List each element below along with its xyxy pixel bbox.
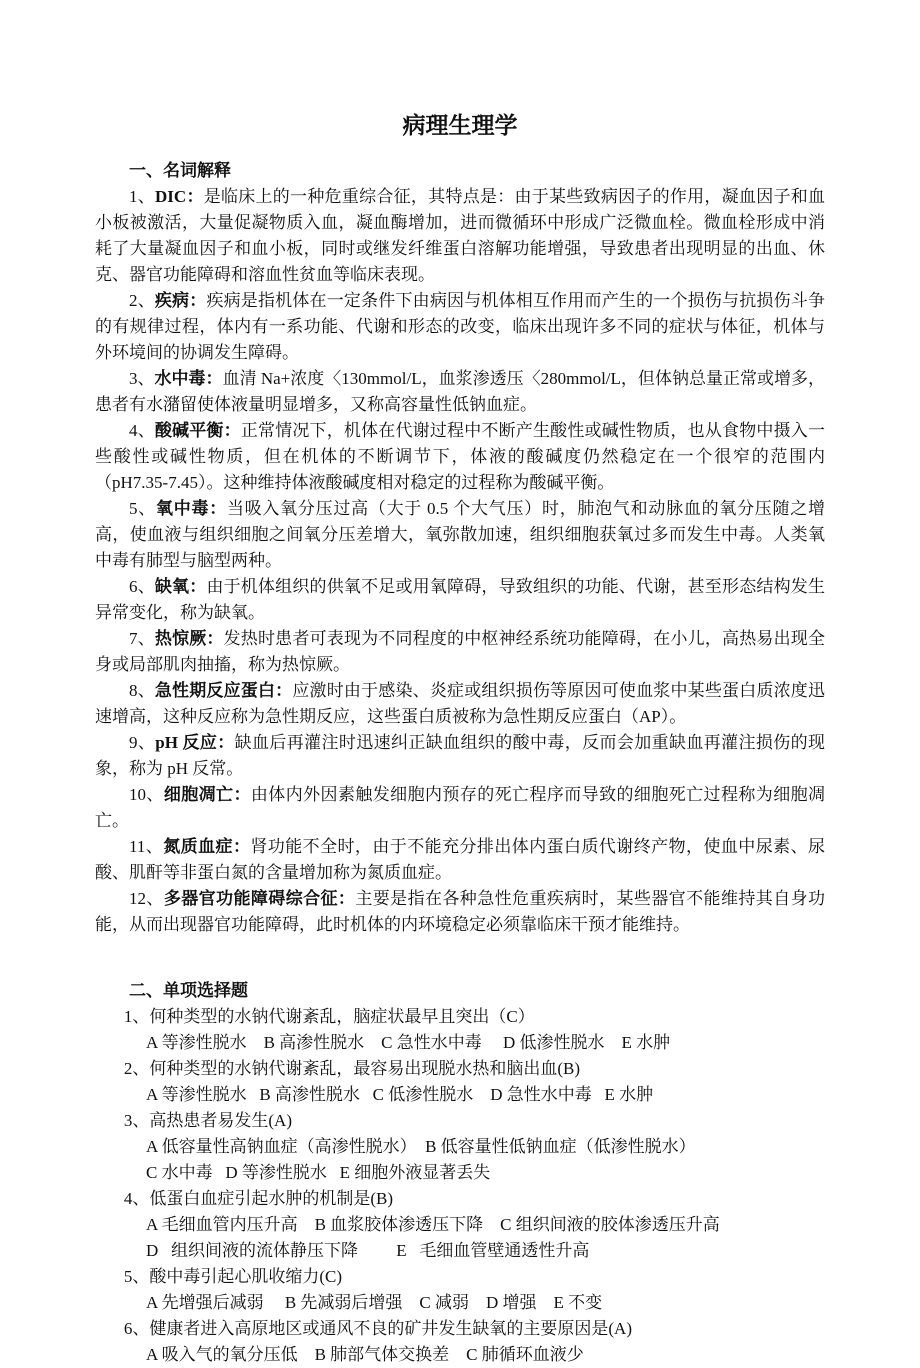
- definition-item-10: [95, 782, 825, 834]
- definition-body: 疾病是指机体在一定条件下由病因与机体相互作用而产生的一个损伤与抗损伤斗争的有规律过程，体内有一系功能、代谢和形态的改变，临床出现许多不同的症状与体征，机体与外环境间的协调发生障碍。: [95, 291, 825, 362]
- definition-term: 水中毒：: [154, 369, 223, 388]
- question-item-1: [95, 1004, 825, 1056]
- definition-item-6: [95, 574, 825, 626]
- definition-term: 热惊厥：: [154, 629, 224, 648]
- definition-term: 多器官功能障碍综合征：: [163, 889, 356, 908]
- question-options: A 低容量性高钠血症（高渗性脱水） B 低容量性低钠血症（低渗性脱水）: [146, 1137, 696, 1156]
- question-text: 3、高热患者易发生(A): [123, 1111, 292, 1130]
- definition-item-1: [95, 184, 825, 288]
- question-text: 5、酸中毒引起心肌收缩力(C): [123, 1267, 343, 1286]
- definition-item-9: [95, 730, 825, 782]
- definition-number: 8、: [129, 681, 155, 700]
- definition-body: 是临床上的一种危重综合征，其特点是：由于某些致病因子的作用，凝血因子和血小板被激活，大量促凝物质入血，凝血酶增加，进而微循环中形成广泛微血栓。微血栓形成中消耗了大量凝血因子和血小板，同时或继发纤维蛋白溶解功能增强，导致患者出现明显的出血、休克、器官功能障碍和溶血性贫血等临床表现。: [95, 187, 826, 284]
- definition-term: DIC：: [155, 187, 204, 206]
- definition-term: 疾病：: [154, 291, 207, 310]
- definition-body: 当吸入氧分压过高（大于 0.5 个大气压）时，肺泡气和动脉血的氧分压随之增高，使血液与组织细胞之间氧分压差增大，氧弥散加速，组织细胞获氧过多而发生中毒。人类氧中毒有肺型与脑型两种。: [95, 499, 826, 570]
- question-text: 2、何种类型的水钠代谢紊乱，最容易出现脱水热和脑出血(B): [123, 1059, 581, 1078]
- definition-body: 肾功能不全时，由于不能充分排出体内蛋白质代谢终产物，使血中尿素、尿酸、肌酐等非蛋白氮的含量增加称为氮质血症。: [95, 837, 826, 882]
- question-item-6: [95, 1316, 825, 1368]
- definition-item-11: [95, 834, 825, 886]
- definition-number: 5、: [129, 499, 156, 518]
- definition-term: 氮质血症：: [163, 837, 251, 856]
- section-heading-definitions: 一、名词解释: [129, 161, 231, 180]
- question-item-2: [95, 1056, 825, 1108]
- definition-term: 急性期反应蛋白：: [154, 681, 293, 700]
- definition-term: 酸碱平衡：: [154, 421, 241, 440]
- definition-number: 7、: [129, 629, 155, 648]
- definition-term: 缺氧：: [154, 577, 207, 596]
- definition-item-4: [95, 418, 825, 496]
- section-heading-questions: 二、单项选择题: [129, 981, 248, 1000]
- question-text: 6、健康者进入高原地区或通风不良的矿井发生缺氧的主要原因是(A): [123, 1319, 632, 1338]
- question-item-4: [95, 1186, 825, 1264]
- definition-item-5: [95, 496, 825, 574]
- definition-term: 氧中毒：: [155, 499, 227, 518]
- definition-number: 11、: [129, 837, 164, 856]
- question-item-5: [95, 1264, 825, 1316]
- definition-number: 6、: [129, 577, 155, 596]
- definition-term: pH 反应：: [155, 733, 235, 752]
- question-options: A 毛细血管内压升高 B 血浆胶体渗透压下降 C 组织间液的胶体渗透压升高: [146, 1215, 720, 1234]
- definition-item-2: [95, 288, 825, 366]
- definition-body: 缺血后再灌注时迅速纠正缺血组织的酸中毒，反而会加重缺血再灌注损伤的现象，称为 pH 反常。: [95, 733, 825, 778]
- definition-number: 4、: [129, 421, 155, 440]
- definition-number: 12、: [129, 889, 164, 908]
- definition-body: 正常情况下，机体在代谢过程中不断产生酸性或碱性物质，也从食物中摄入一些酸性或碱性物质，但在机体的不断调节下，体液的酸碱度仍然稳定在一个很窄的范围内（pH7.35-7.45）。这种维持体液酸碱度相对稳定的过程称为酸碱平衡。: [95, 421, 825, 492]
- question-options: A 等渗性脱水 B 高渗性脱水 C 急性水中毒 D 低渗性脱水 E 水肿: [146, 1033, 671, 1052]
- definition-body: 发热时患者可表现为不同程度的中枢神经系统功能障碍，在小儿，高热易出现全身或局部肌肉抽搐，称为热惊厥。: [95, 629, 825, 674]
- question-item-3: [95, 1108, 825, 1186]
- definition-item-8: [95, 678, 825, 730]
- question-options: A 吸入气的氧分压低 B 肺部气体交换差 C 肺循环血液少: [146, 1345, 584, 1364]
- definition-item-7: [95, 626, 825, 678]
- definition-term: 细胞凋亡：: [163, 785, 251, 804]
- question-options: A 等渗性脱水 B 高渗性脱水 C 低渗性脱水 D 急性水中毒 E 水肿: [146, 1085, 654, 1104]
- question-options: D 组织间液的流体静压下降 E 毛细血管壁通透性升高: [146, 1241, 590, 1260]
- question-options: C 水中毒 D 等渗性脱水 E 细胞外液显著丢失: [146, 1163, 491, 1182]
- definition-number: 1、: [129, 187, 156, 206]
- definition-item-3: [95, 366, 825, 418]
- definition-body: 应激时由于感染、炎症或组织损伤等原因可使血浆中某些蛋白质浓度迅速增高，这种反应称为急性期反应，这些蛋白质被称为急性期反应蛋白（AP）。: [95, 681, 825, 726]
- question-options: A 先增强后减弱 B 先减弱后增强 C 减弱 D 增强 E 不变: [146, 1293, 603, 1312]
- definition-body: 主要是指在各种急性危重疾病时，某些器官不能维持其自身功能，从而出现器官功能障碍，此时机体的内环境稳定必须靠临床干预才能维持。: [95, 889, 826, 934]
- definition-number: 2、: [129, 291, 155, 310]
- definition-body: 由于机体组织的供氧不足或用氧障碍，导致组织的功能、代谢，甚至形态结构发生异常变化，称为缺氧。: [95, 577, 825, 622]
- question-text: 1、何种类型的水钠代谢紊乱，脑症状最早且突出（C）: [123, 1007, 535, 1026]
- definition-number: 10、: [129, 785, 164, 804]
- definition-number: 3、: [129, 369, 155, 388]
- definition-item-12: [95, 886, 825, 938]
- definition-body: 血清 Na+浓度〈130mmol/L，血浆渗透压〈280mmol/L，但体钠总量正常或增多，患者有水潴留使体液量明显增多，又称高容量性低钠血症。: [95, 369, 826, 414]
- definition-body: 由体内外因素触发细胞内预存的死亡程序而导致的细胞死亡过程称为细胞凋亡。: [95, 785, 826, 830]
- page-title: 病理生理学: [402, 113, 518, 138]
- question-text: 4、低蛋白血症引起水肿的机制是(B): [123, 1189, 394, 1208]
- definition-number: 9、: [129, 733, 156, 752]
